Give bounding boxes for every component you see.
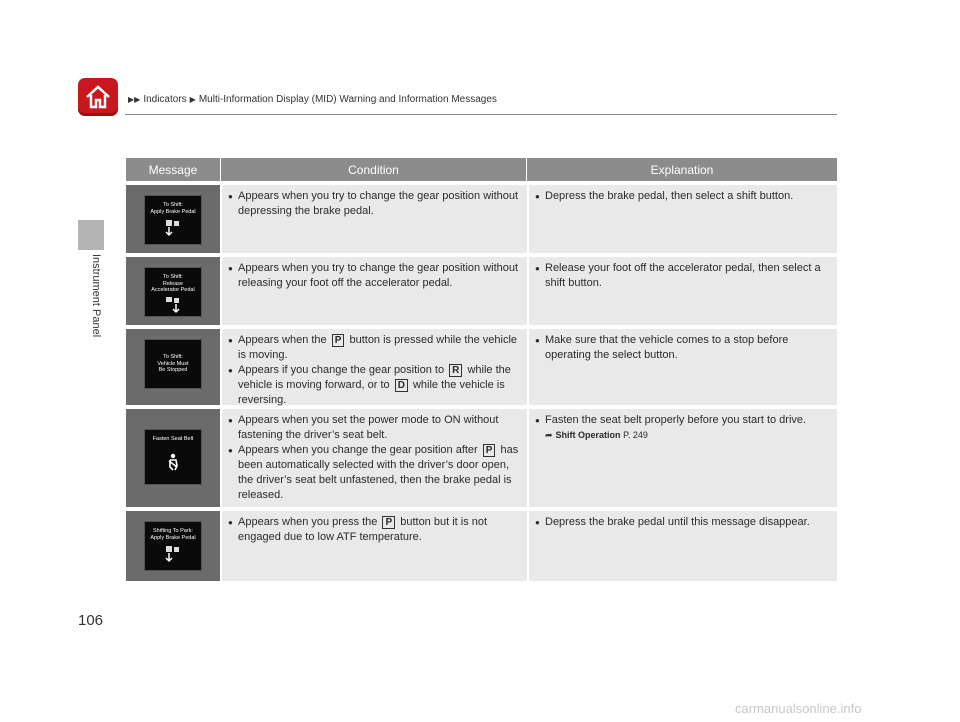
explanation-item: ● Make sure that the vehicle comes to a stop before operating the select button. [535, 333, 831, 363]
explanation-item: ● Depress the brake pedal until this message disappear. [535, 515, 831, 530]
condition-text: Appears when you change the gear position after [238, 444, 478, 456]
condition-text: button is pressed while the vehicle is moving. [238, 334, 518, 361]
section-tab-marker [78, 220, 104, 250]
mid-screen [144, 195, 202, 245]
gear-key-p: P [382, 516, 395, 529]
mid-screen-text: To Shift: Apply Brake Pedal [150, 202, 196, 215]
accelerator-pedal-icon [163, 296, 183, 314]
explanation-cell [529, 511, 837, 581]
condition-text: button but it is not engaged due to low ATF temperature. [238, 516, 488, 543]
explanation-item: ● Release your foot off the accelerator pedal, then select a shift button. [535, 261, 831, 291]
reference-page: P. 249 [623, 430, 648, 440]
mid-screen-text: Fasten Seat Belt [152, 436, 194, 442]
mid-screen [144, 521, 202, 571]
header-message: Message [148, 162, 198, 177]
gear-key-r: R [449, 364, 462, 377]
brake-pedal-icon [163, 219, 183, 237]
condition-text: Appears when the [238, 334, 327, 346]
watermark: carmanualsonline.info [735, 701, 862, 716]
condition-text: while the vehicle is reversing. [238, 379, 505, 406]
message-image-cell [126, 329, 220, 405]
home-button[interactable] [78, 78, 118, 116]
table-row [126, 409, 837, 507]
mid-screen-text: To Shift: Vehicle Must Be Stopped [157, 354, 189, 374]
mid-screen [144, 267, 202, 317]
page-number: 106 [78, 612, 104, 629]
gear-key-p: P [332, 334, 345, 347]
condition-item [228, 443, 521, 503]
message-image-cell [126, 185, 220, 253]
explanation-cell [529, 257, 837, 325]
header-explanation: Explanation [526, 158, 837, 181]
reference-title: Shift Operation [555, 430, 621, 440]
message-image-cell [126, 257, 220, 325]
table-row [126, 511, 837, 581]
table-row [126, 185, 837, 253]
home-icon [84, 84, 112, 110]
condition-text: while the vehicle is moving forward, or to [238, 364, 511, 391]
table-row [126, 329, 837, 405]
breadcrumb-arrow-icon: ▶▶ [128, 95, 141, 104]
message-image-cell [126, 511, 220, 581]
explanation-item: ● Fasten the seat belt properly before you start to drive. [535, 413, 831, 428]
condition-cell [222, 511, 527, 581]
gear-key-d: D [395, 379, 408, 392]
explanation-cell [529, 185, 837, 253]
message-table [126, 158, 837, 581]
condition-item: ● Appears when you set the power mode to ON without fastening the driver’s seat belt. [228, 413, 521, 443]
condition-item [228, 333, 521, 363]
brake-pedal-icon [163, 545, 183, 563]
condition-text: has been automatically selected with the driver’s door open, the driver’s seat belt unfastened, then the brake pedal is released. [238, 444, 519, 501]
condition-text: Appears if you change the gear position to [238, 364, 445, 376]
gear-key-p: P [483, 444, 496, 457]
header-divider [125, 114, 837, 115]
condition-item [228, 363, 521, 408]
explanation-cell [529, 409, 837, 507]
section-side-label: Instrument Panel [90, 254, 102, 338]
condition-cell [222, 329, 527, 405]
mid-screen-text: Shifting To Park: Apply Brake Pedal [150, 528, 196, 541]
explanation-item: ● Depress the brake pedal, then select a shift button. [535, 189, 831, 204]
breadcrumb-arrow-icon: ▶ [189, 95, 196, 104]
header-condition: Condition [220, 158, 526, 181]
message-image-cell [126, 409, 220, 507]
reference-arrow-icon: ➦ [545, 430, 553, 440]
condition-cell [222, 185, 527, 253]
table-header [126, 158, 837, 181]
explanation-cell [529, 329, 837, 405]
condition-text: Appears when you press the [238, 516, 378, 528]
condition-item [228, 515, 521, 545]
table-row [126, 257, 837, 325]
condition-item: ● Appears when you try to change the gear position without releasing your foot off the accelerator pedal. [228, 261, 521, 291]
cross-reference-link[interactable] [545, 428, 831, 443]
mid-screen-text: To Shift: Release Accelerator Pedal [151, 274, 195, 294]
condition-item: ● Appears when you try to change the gear position without depressing the brake pedal. [228, 189, 521, 219]
mid-screen [144, 429, 202, 485]
condition-cell [222, 257, 527, 325]
condition-cell [222, 409, 527, 507]
seat-belt-icon [166, 453, 180, 471]
breadcrumb-item-mid[interactable]: Multi-Information Display (MID) Warning and Information Messages [198, 94, 497, 105]
breadcrumb-item-indicators[interactable]: Indicators [143, 94, 187, 105]
mid-screen [144, 339, 202, 389]
breadcrumb [128, 94, 497, 105]
